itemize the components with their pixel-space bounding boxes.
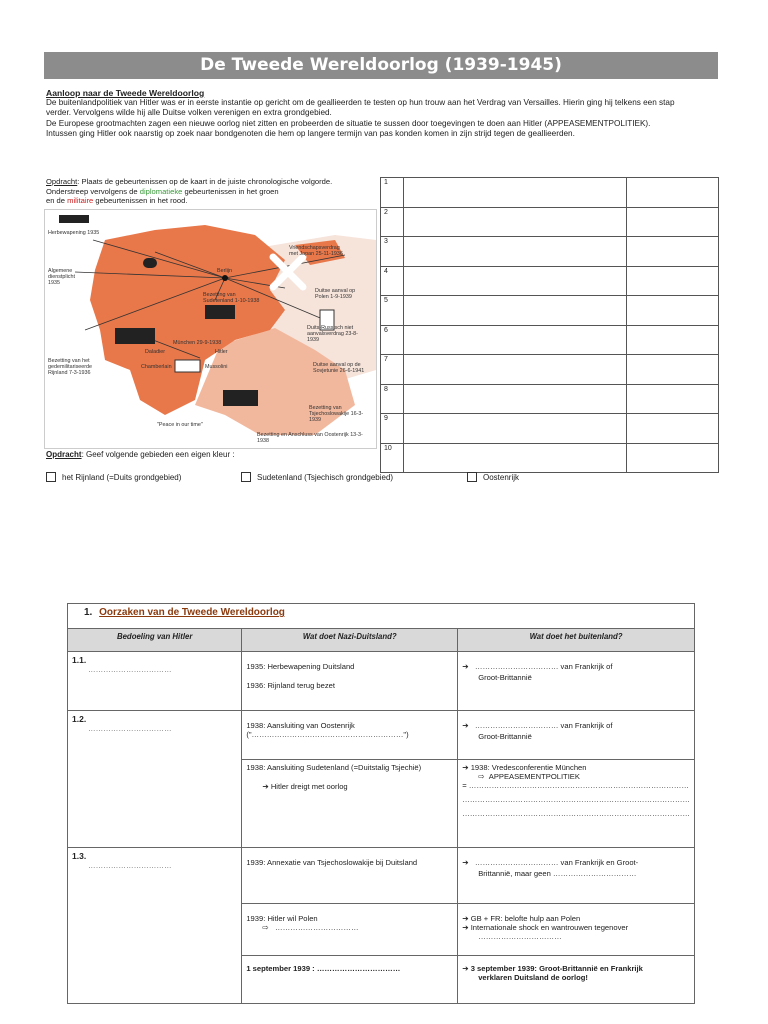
column-header: Wat doet het buitenland? xyxy=(458,629,695,652)
chronology-row xyxy=(381,266,719,296)
map-label: Hitler xyxy=(215,349,228,355)
intent-cell xyxy=(68,848,242,1004)
checkbox-label: het Rijnland (=Duits grondgebied) xyxy=(62,472,182,482)
chronology-row xyxy=(381,207,719,237)
map-label: Herbewapening 1935 xyxy=(48,230,100,236)
assignment-colors xyxy=(46,450,235,459)
fill-in-blank[interactable]: ……………………………………………………………………………… xyxy=(462,809,690,818)
row-number: 2 xyxy=(381,207,404,237)
foreign-action: 1938: Vredesconferentie München xyxy=(470,763,587,772)
chronology-table xyxy=(380,177,719,473)
event-cell[interactable] xyxy=(404,414,627,444)
intro-line: De Europese grootmachten zagen een nieuwe oorlog niet zitten en probeerden de situatie te sussen door toegevingen te doen aan Hitler (APPEASEMENTPOLITIEK). xyxy=(46,118,651,128)
map-label: Algemene dienstplicht 1935 xyxy=(48,268,75,287)
intro-line: De buitenlandpolitiek van Hitler was er in eerste instantie op gericht om de geallieerden te testen op hun trouw aan het Verdrag van Versailles. Hierin ging hij telkens een stap xyxy=(46,98,675,108)
row-number: 4 xyxy=(381,266,404,296)
nazi-action[interactable]: 1 september 1939 : …………………………… xyxy=(246,964,401,973)
assignment-text: gebeurtenissen in het rood. xyxy=(93,196,188,205)
intro-section xyxy=(46,88,726,139)
foreign-action[interactable]: …………………………… van Frankrijk en Groot- xyxy=(474,858,639,867)
foreign-action: Groot-Brittannië xyxy=(478,732,532,741)
table-row xyxy=(68,848,695,904)
fill-in-blank[interactable]: …………………………… xyxy=(88,861,172,870)
nazi-action: 1935: Herbewapening Duitsland xyxy=(246,662,355,671)
foreign-action: APPEASEMENTPOLITIEK xyxy=(488,772,580,781)
row-number: 8 xyxy=(381,384,404,414)
section-title: Oorzaken van de Tweede Wereldoorlog xyxy=(99,607,285,618)
date-cell[interactable] xyxy=(627,414,719,444)
date-cell[interactable] xyxy=(627,296,719,326)
checkbox-label: Oostenrijk xyxy=(483,472,520,482)
foreign-action[interactable]: …………………………… van Frankrijk of xyxy=(474,721,613,730)
intro-line: Intussen ging Hitler ook naarstig op zoek naar bondgenoten die hem op langere termijn van pas konden komen in zijn strijd tegen de geallieerden. xyxy=(46,128,575,138)
row-number: 1.1. xyxy=(72,655,87,665)
nazi-action: 1938: Aansluiting Sudetenland (=Duitstalig Tsjechië) xyxy=(246,763,422,772)
chronology-row xyxy=(381,296,719,326)
intro-line: verder. Vervolgens wilde hij alle Duitse volken verenigen en extra grondgebied. xyxy=(46,108,332,118)
chronology-row xyxy=(381,325,719,355)
row-number: 3 xyxy=(381,237,404,267)
row-number: 5 xyxy=(381,296,404,326)
chronology-row xyxy=(381,384,719,414)
nazi-action: Hitler dreigt met oorlog xyxy=(270,782,348,791)
nazi-action: 1938: Aansluiting van Oostenrijk xyxy=(246,721,355,730)
assignment-text: en de xyxy=(46,196,68,205)
event-cell[interactable] xyxy=(404,266,627,296)
table-row xyxy=(68,652,695,711)
chronology-row xyxy=(381,237,719,267)
date-cell[interactable] xyxy=(627,266,719,296)
event-cell[interactable] xyxy=(404,296,627,326)
military-word: militaire xyxy=(67,196,94,205)
foreign-action: GB + FR: belofte hulp aan Polen xyxy=(470,914,581,923)
checkbox-box[interactable] xyxy=(46,472,56,482)
assignment-text: gebeurtenissen in het groen xyxy=(182,186,279,196)
diplomatic-word: diplomatieke xyxy=(139,186,183,196)
map-label: Bezetting van Tsjechoslowakije 16-3-1939 xyxy=(309,405,364,424)
foreign-cell: ➔ …………………………… van Frankrijk of Groot-Brittannië xyxy=(458,652,695,711)
assignment-label: Opdracht xyxy=(46,177,78,186)
map-label: Bezetting van het gedemilitariseerde Rijnland 7-3-1936 xyxy=(48,358,93,377)
checkbox-oostenrijk[interactable] xyxy=(467,472,519,482)
nazi-action: 1936: Rijnland terug bezet xyxy=(246,681,335,690)
page-title: De Tweede Wereldoorlog (1939-1945) xyxy=(44,52,718,79)
chronology-row xyxy=(381,443,719,473)
assignment-text: Onderstreep vervolgens de xyxy=(46,186,140,196)
chronology-row xyxy=(381,414,719,444)
foreign-cell: ➔ …………………………… van Frankrijk en Groot- Brittannië, maar geen …………………………… xyxy=(458,848,695,904)
column-header: Bedoeling van Hitler xyxy=(68,629,242,652)
row-number: 1.2. xyxy=(72,714,87,724)
fill-in-blank[interactable]: …………………………… xyxy=(478,932,562,941)
map-label: Duitse aanval op Polen 1-9-1939 xyxy=(315,288,356,301)
nazi-cell xyxy=(242,652,458,711)
event-cell[interactable] xyxy=(404,355,627,385)
foreign-action: 3 september 1939: Groot-Brittannië en Frankrijk xyxy=(470,964,643,973)
nazi-cell: 1938: Aansluiting Sudetenland (=Duitstalig Tsjechië) ➔ Hitler dreigt met oorlog xyxy=(242,760,458,848)
row-number: 1 xyxy=(381,178,404,208)
assignment-text: : Geef volgende gebieden een eigen kleur : xyxy=(81,450,235,459)
intent-cell xyxy=(68,711,242,848)
map-label: "Peace in our time" xyxy=(157,422,203,428)
row-number: 7 xyxy=(381,355,404,385)
nazi-cell xyxy=(242,848,458,904)
map-label: Daladier xyxy=(145,349,166,355)
foreign-cell: ➔ 3 september 1939: Groot-Brittannië en Frankrijk verklaren Duitsland de oorlog! xyxy=(458,956,695,1004)
chronology-row xyxy=(381,355,719,385)
date-cell[interactable] xyxy=(627,178,719,208)
foreign-cell: ➔ GB + FR: belofte hulp aan Polen ➔ Internationale shock en wantrouwen tegenover …………………………… xyxy=(458,904,695,956)
map-label: Berlijn xyxy=(217,268,232,274)
foreign-cell: ➔ …………………………… van Frankrijk of Groot-Brittannië xyxy=(458,711,695,760)
checkbox-box[interactable] xyxy=(467,472,477,482)
foreign-cell: ➔ 1938: Vredesconferentie München ⇨ APPEASEMENTPOLITIEK = …………………………………………………………………………… ……………………………………………………………………………… ……………………………………………………………………………… xyxy=(458,760,695,848)
section-number: 1. xyxy=(84,607,93,618)
map-label: Bezetting van Sudetenland 1-10-1938 xyxy=(203,292,260,305)
foreign-action: verklaren Duitsland de oorlog! xyxy=(478,973,588,982)
fill-in-blank[interactable]: ("……………………………………………………") xyxy=(246,730,409,739)
intro-heading: Aanloop naar de Tweede Wereldoorlog xyxy=(46,88,205,98)
date-cell[interactable] xyxy=(627,355,719,385)
fill-in-blank[interactable]: …………………………… xyxy=(88,724,172,733)
nazi-action: 1939: Hitler wil Polen xyxy=(246,914,318,923)
causes-table xyxy=(67,603,695,1004)
checkbox-sudetenland[interactable] xyxy=(241,472,393,482)
fill-in-blank[interactable]: ……………………………………………………………………………… xyxy=(462,795,690,804)
map-label: Mussolini xyxy=(205,364,228,370)
map-label: Duitse aanval op de Sovjetunie 26-6-1941 xyxy=(313,362,365,375)
checkbox-label: Sudetenland (Tsjechisch grondgebied) xyxy=(257,472,394,482)
nazi-action: 1939: Annexatie van Tsjechoslowakije bij Duitsland xyxy=(246,858,418,867)
date-cell[interactable] xyxy=(627,207,719,237)
section-header xyxy=(68,604,695,629)
foreign-action[interactable]: …………………………… van Frankrijk of xyxy=(474,662,613,671)
event-cell[interactable] xyxy=(404,237,627,267)
foreign-action[interactable]: Brittannië, maar geen …………………………… xyxy=(478,869,637,878)
checkbox-box[interactable] xyxy=(241,472,251,482)
map-label: Bezetting en Anschluss van Oostenrijk 13-3-1938 xyxy=(257,432,363,445)
date-cell[interactable] xyxy=(627,384,719,414)
nazi-cell xyxy=(242,956,458,1004)
map-label: Chamberlain xyxy=(141,364,172,370)
map-label: Vriendschapsverdrag met Japan 25-11-1936 xyxy=(289,245,343,258)
europe-map xyxy=(44,209,377,449)
assignment-label: Opdracht xyxy=(46,450,82,459)
foreign-action: Groot-Brittannië xyxy=(478,673,532,682)
date-cell[interactable] xyxy=(627,237,719,267)
date-cell[interactable] xyxy=(627,325,719,355)
table-row xyxy=(68,711,695,760)
assignment-map xyxy=(46,177,376,206)
intent-cell xyxy=(68,652,242,711)
row-number: 1.3. xyxy=(72,851,87,861)
foreign-action: Internationale shock en wantrouwen tegenover xyxy=(470,923,629,932)
fill-in-blank[interactable]: = …………………………………………………………………………… xyxy=(462,781,689,790)
row-number: 10 xyxy=(381,443,404,473)
map-label: München 29-9-1938 xyxy=(173,340,222,346)
fill-in-blank[interactable]: …………………………… xyxy=(88,665,172,674)
event-cell[interactable] xyxy=(404,207,627,237)
row-number: 6 xyxy=(381,325,404,355)
map-label: Duits-Russisch niet aanvalsverdrag 23-8-1939 xyxy=(307,325,358,344)
assignment-text: : Plaats de gebeurtenissen op de kaart in de juiste chronologische volgorde. xyxy=(77,177,333,186)
event-cell[interactable] xyxy=(404,325,627,355)
checkbox-rijnland[interactable] xyxy=(46,472,181,482)
event-cell[interactable] xyxy=(404,443,627,473)
column-header: Wat doet Nazi-Duitsland? xyxy=(242,629,458,652)
chronology-row xyxy=(381,178,719,208)
fill-in-blank[interactable]: …………………………… xyxy=(275,923,359,932)
nazi-cell: 1939: Hitler wil Polen ⇨ …………………………… xyxy=(242,904,458,956)
event-cell[interactable] xyxy=(404,178,627,208)
nazi-cell xyxy=(242,711,458,760)
event-cell[interactable] xyxy=(404,384,627,414)
date-cell[interactable] xyxy=(627,443,719,473)
row-number: 9 xyxy=(381,414,404,444)
